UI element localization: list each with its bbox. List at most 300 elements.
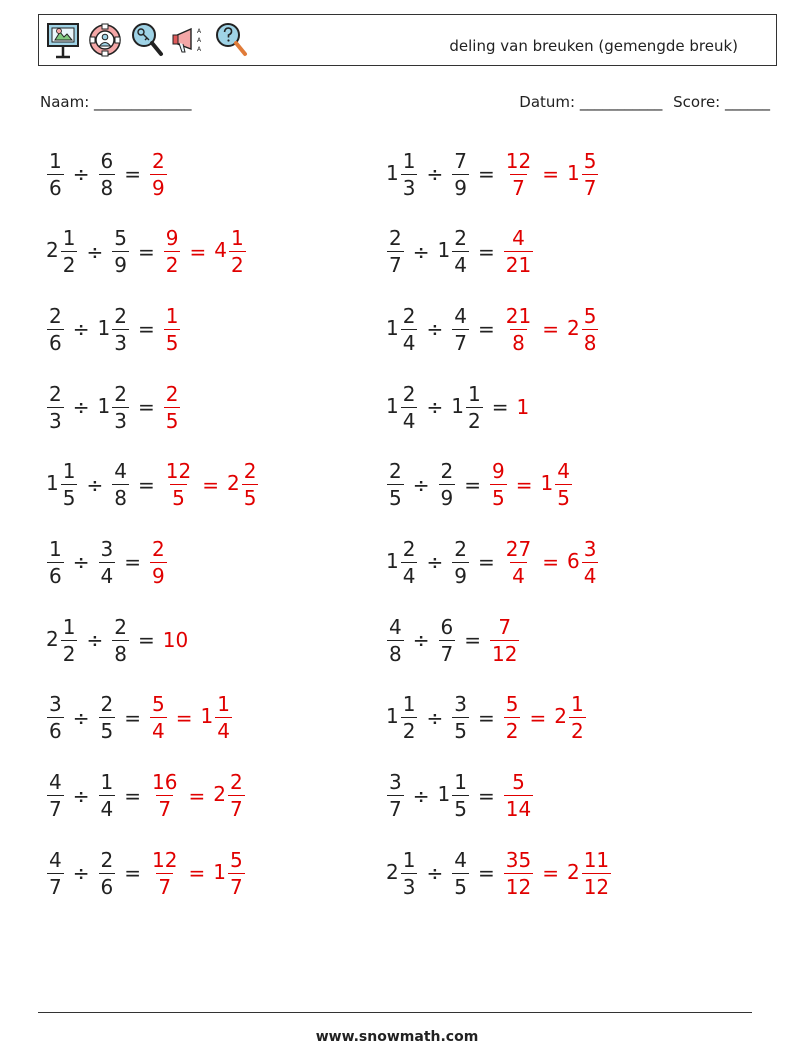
denominator: 5: [454, 797, 467, 821]
equals-sign: =: [477, 861, 495, 886]
equals-sign: =: [477, 783, 495, 808]
fraction: [439, 459, 456, 511]
divide-sign: ÷: [72, 317, 90, 342]
fraction: [228, 847, 245, 899]
whole-part: 4: [214, 238, 227, 263]
mixed-number: [438, 459, 457, 511]
fraction: [504, 536, 533, 588]
denominator: 5: [454, 874, 467, 899]
numerator: 21: [505, 303, 532, 328]
fraction: [490, 459, 507, 511]
problem-8: [386, 376, 726, 438]
answer: [163, 459, 194, 511]
numerator: 5: [229, 847, 243, 872]
mixed-number: [386, 226, 405, 278]
mixed-number: [46, 459, 78, 511]
equals-sign: =: [137, 628, 155, 653]
denominator: 9: [440, 486, 454, 511]
denominator: 12: [583, 874, 610, 899]
fraction: [401, 692, 418, 744]
numerator: 4: [49, 770, 62, 794]
svg-text:A: A: [197, 28, 202, 35]
header-icons: [45, 19, 249, 61]
fraction: [504, 847, 533, 899]
denominator: 7: [512, 175, 525, 200]
equals-sign: =: [202, 472, 219, 497]
equals-sign: =: [542, 317, 559, 342]
divide-sign: ÷: [426, 162, 444, 186]
answer: [489, 614, 520, 666]
numerator: 1: [49, 536, 62, 561]
magnifier-question-icon: [213, 19, 249, 61]
numerator: 1: [570, 692, 584, 717]
presentation-board-icon: [45, 19, 81, 61]
megaphone-icon: [171, 19, 207, 61]
answer: [200, 692, 233, 744]
divide-sign: ÷: [426, 317, 444, 342]
whole-part: 1: [386, 704, 399, 729]
denominator: 9: [454, 175, 467, 200]
problem-17: [46, 765, 386, 827]
numerator: 16: [152, 770, 178, 794]
numerator: 2: [402, 536, 416, 561]
numerator: 1: [165, 303, 179, 328]
divide-sign: ÷: [426, 550, 444, 575]
numerator: 4: [557, 459, 570, 484]
denominator: 5: [557, 486, 570, 511]
numerator: 5: [512, 770, 525, 794]
numerator: 2: [114, 381, 127, 406]
whole-part: 1: [566, 160, 580, 185]
fraction: [452, 847, 469, 899]
fraction: [490, 614, 519, 666]
whole-part: 10: [162, 628, 189, 653]
fraction: [47, 847, 64, 899]
fraction: [99, 847, 116, 899]
equals-sign: =: [464, 472, 481, 497]
fraction: [47, 536, 64, 588]
worksheet-title: deling van breuken (gemengde breuk): [449, 37, 738, 55]
denominator: 4: [402, 330, 416, 355]
denominator: 2: [570, 719, 584, 744]
numerator: 3: [454, 692, 467, 717]
numerator: 1: [217, 692, 230, 717]
fraction: [439, 614, 456, 666]
denominator: 2: [505, 719, 519, 744]
mixed-number: [451, 847, 470, 899]
fraction: [150, 847, 179, 899]
mixed-number: [46, 847, 65, 899]
divide-sign: ÷: [86, 239, 104, 264]
equals-sign: =: [542, 861, 559, 886]
denominator: 5: [243, 486, 257, 511]
mixed-number: [386, 692, 418, 744]
mixed-number: [46, 692, 65, 744]
denominator: 3: [402, 175, 416, 200]
answer: [516, 395, 530, 419]
denominator: 6: [49, 719, 62, 744]
whole-part: 2: [226, 471, 240, 496]
mixed-number: [98, 692, 117, 744]
mixed-number: [386, 148, 418, 200]
numerator: 1: [402, 148, 416, 173]
whole-part: 1: [46, 471, 59, 496]
equals-sign: =: [189, 239, 207, 264]
whole-part: 1: [386, 315, 399, 340]
problem-10: [386, 454, 726, 516]
answer: [566, 536, 599, 588]
denominator: 4: [100, 563, 114, 588]
whole-part: 1: [437, 782, 451, 806]
fraction: [47, 692, 64, 744]
problem-4: [386, 221, 726, 283]
numerator: 3: [100, 536, 114, 561]
answer: [163, 303, 182, 355]
equals-sign: =: [137, 395, 155, 420]
fraction: [164, 226, 181, 278]
numerator: 4: [454, 303, 467, 328]
divide-sign: ÷: [412, 628, 430, 653]
whole-part: 2: [386, 859, 399, 884]
divide-sign: ÷: [426, 395, 444, 420]
whole-part: 1: [540, 471, 554, 496]
answer: [213, 847, 245, 899]
fraction: [47, 772, 64, 819]
whole-part: 1: [200, 704, 214, 729]
date-score-fields: [513, 93, 770, 111]
numerator: 2: [440, 459, 454, 484]
mixed-number: [451, 381, 483, 433]
answer: [149, 536, 168, 588]
denominator: 9: [114, 253, 127, 278]
divide-sign: ÷: [86, 628, 104, 653]
whole-part: 2: [46, 626, 59, 651]
denominator: 9: [152, 563, 165, 588]
numerator: 7: [498, 614, 512, 639]
problem-6: [386, 298, 726, 360]
problem-13: [46, 609, 386, 671]
denominator: 8: [512, 330, 525, 355]
numerator: 2: [49, 381, 62, 406]
numerator: 3: [583, 536, 597, 561]
divide-sign: ÷: [426, 705, 444, 730]
fraction: [47, 303, 64, 355]
fraction: [504, 692, 521, 744]
whole-part: 2: [566, 859, 580, 884]
mixed-number: [97, 381, 130, 433]
denominator: 12: [492, 641, 518, 666]
numerator: 4: [512, 226, 525, 251]
magnifier-key-icon: [129, 19, 165, 61]
numerator: 2: [243, 459, 257, 484]
fraction: [164, 303, 181, 355]
numerator: 9: [492, 459, 505, 484]
equals-sign: =: [137, 239, 155, 264]
mixed-number: [46, 303, 65, 355]
mixed-number: [46, 381, 65, 433]
whole-part: 6: [566, 548, 580, 573]
denominator: 7: [49, 874, 62, 899]
numerator: 2: [389, 459, 402, 484]
equals-sign: =: [477, 239, 495, 264]
equals-sign: =: [491, 395, 509, 420]
answer: [503, 303, 534, 355]
denominator: 6: [49, 563, 62, 588]
numerator: 5: [114, 226, 127, 251]
mixed-number: [438, 772, 470, 819]
denominator: 2: [402, 719, 416, 744]
denominator: 6: [49, 175, 62, 200]
whole-part: 1: [386, 393, 399, 418]
equals-sign: =: [124, 162, 141, 186]
fraction: [112, 303, 129, 355]
numerator: 4: [454, 847, 467, 872]
numerator: 5: [152, 692, 165, 717]
mixed-number: [437, 226, 470, 278]
numerator: 1: [49, 148, 62, 173]
fraction: [164, 381, 181, 433]
denominator: 2: [62, 641, 76, 666]
numerator: 2: [402, 381, 416, 406]
denominator: 7: [440, 641, 454, 666]
denominator: 7: [389, 253, 402, 278]
fraction: [47, 148, 64, 200]
whole-part: 1: [386, 160, 399, 185]
answer: [503, 148, 534, 200]
denominator: 21: [505, 253, 532, 278]
answer: [540, 459, 573, 511]
denominator: 2: [62, 253, 76, 278]
denominator: 6: [49, 330, 62, 355]
fraction: [452, 226, 469, 278]
problem-16: [386, 687, 726, 749]
fraction: [150, 148, 167, 200]
answer: [503, 847, 534, 899]
fraction: [112, 381, 129, 433]
fraction: [47, 381, 64, 433]
mixed-number: [46, 772, 65, 819]
denominator: 2: [467, 408, 481, 433]
denominator: 4: [100, 797, 114, 821]
fraction: [504, 303, 533, 355]
fraction: [452, 772, 469, 819]
problem-7: [46, 376, 386, 438]
equals-sign: =: [175, 705, 193, 730]
mixed-number: [46, 148, 65, 200]
fraction: [466, 381, 483, 433]
lifebuoy-user-icon: [87, 19, 123, 61]
numerator: 2: [454, 536, 467, 561]
denominator: 8: [389, 641, 402, 666]
denominator: 7: [49, 797, 62, 821]
fraction: [452, 303, 469, 355]
whole-part: 1: [97, 315, 111, 340]
mixed-number: [386, 847, 418, 899]
problem-18: [386, 765, 726, 827]
denominator: 4: [402, 563, 416, 588]
numerator: 1: [100, 770, 114, 794]
fraction: [504, 772, 533, 819]
fraction: [504, 148, 533, 200]
answer: [149, 148, 168, 200]
equals-sign: =: [188, 783, 206, 808]
answer: [149, 692, 168, 744]
equals-sign: =: [124, 783, 141, 808]
denominator: 5: [389, 486, 402, 511]
numerator: 1: [62, 459, 76, 484]
mixed-number: [111, 614, 130, 666]
whole-part: 2: [554, 704, 567, 729]
worksheet-header: [38, 14, 777, 66]
answer: [163, 226, 182, 278]
problem-9: [46, 454, 386, 516]
whole-part: 1: [437, 238, 451, 263]
fraction: [99, 536, 116, 588]
divide-sign: ÷: [72, 783, 90, 808]
equals-sign: =: [464, 628, 481, 653]
numerator: 12: [165, 459, 192, 484]
fraction: [452, 148, 469, 200]
numerator: 2: [114, 614, 127, 639]
numerator: 2: [49, 303, 62, 328]
mixed-number: [98, 536, 117, 588]
footer-site: www.snowmath.com: [315, 1029, 479, 1045]
fraction: [387, 614, 404, 666]
answer: [214, 226, 246, 278]
denominator: 4: [402, 408, 416, 433]
denominator: 4: [512, 563, 525, 588]
numerator: 2: [152, 148, 165, 173]
problem-11: [46, 531, 386, 593]
problem-15: [46, 687, 386, 749]
svg-text:A: A: [197, 37, 202, 44]
denominator: 7: [454, 330, 467, 355]
mixed-number: [451, 148, 470, 200]
fraction: [228, 772, 245, 819]
fraction: [99, 148, 116, 200]
denominator: 8: [114, 486, 127, 511]
fraction: [242, 459, 259, 511]
denominator: 5: [62, 486, 76, 511]
answer: [554, 692, 586, 744]
numerator: 4: [114, 459, 127, 484]
fraction: [582, 536, 599, 588]
numerator: 1: [402, 847, 416, 872]
equals-sign: =: [477, 162, 495, 186]
answer: [566, 303, 599, 355]
answer: [213, 772, 245, 819]
problem-3: [46, 221, 386, 283]
equals-sign: =: [188, 861, 206, 886]
divide-sign: ÷: [72, 162, 90, 186]
score-field: Score: ______: [673, 93, 770, 111]
fraction: [61, 459, 78, 511]
mixed-number: [386, 381, 418, 433]
numerator: 6: [440, 614, 454, 639]
equals-sign: =: [477, 705, 495, 730]
fraction: [401, 536, 418, 588]
answer: [503, 226, 534, 278]
numerator: 7: [454, 148, 467, 173]
fraction: [150, 772, 179, 819]
denominator: 8: [114, 641, 127, 666]
fraction: [452, 536, 469, 588]
equals-sign: =: [124, 861, 141, 886]
denominator: 5: [165, 408, 179, 433]
numerator: 2: [454, 226, 467, 251]
numerator: 9: [165, 226, 179, 251]
mixed-number: [111, 226, 130, 278]
denominator: 8: [100, 175, 114, 200]
equals-sign: =: [477, 550, 495, 575]
problem-5: [46, 298, 386, 360]
fraction: [112, 226, 129, 278]
denominator: 3: [49, 408, 62, 433]
problem-1: [46, 143, 386, 205]
divide-sign: ÷: [72, 861, 90, 886]
fraction: [150, 536, 167, 588]
answer: [149, 772, 180, 819]
denominator: 5: [100, 719, 114, 744]
numerator: 5: [583, 148, 597, 173]
numerator: 2: [389, 226, 402, 251]
divide-sign: ÷: [86, 472, 104, 497]
numerator: 11: [583, 847, 610, 872]
answer: [503, 536, 534, 588]
equals-sign: =: [542, 162, 559, 186]
fraction: [150, 692, 167, 744]
fraction: [555, 459, 572, 511]
numerator: 2: [114, 303, 127, 328]
whole-part: 1: [451, 393, 464, 418]
numerator: 2: [165, 381, 179, 406]
fraction: [582, 148, 599, 200]
fraction: [112, 614, 129, 666]
denominator: 5: [165, 330, 179, 355]
mixed-number: [451, 536, 470, 588]
fraction: [164, 459, 193, 511]
mixed-number: [386, 536, 418, 588]
fraction: [401, 381, 418, 433]
fraction: [229, 226, 246, 278]
fraction: [401, 847, 418, 899]
denominator: 9: [454, 563, 467, 588]
divide-sign: ÷: [412, 472, 430, 497]
answer: [503, 692, 522, 744]
numerator: 2: [152, 536, 165, 561]
fraction: [61, 614, 78, 666]
fraction: [569, 692, 586, 744]
denominator: 2: [230, 253, 244, 278]
denominator: 7: [583, 175, 597, 200]
answer: [163, 628, 189, 652]
svg-text:A: A: [197, 46, 202, 53]
numerator: 1: [454, 770, 467, 794]
divide-sign: ÷: [72, 395, 90, 420]
whole-part: 2: [46, 238, 59, 263]
denominator: 6: [100, 874, 114, 899]
fraction: [401, 148, 418, 200]
denominator: 2: [165, 253, 179, 278]
numerator: 2: [229, 770, 243, 794]
problem-14: [386, 609, 726, 671]
equals-sign: =: [529, 705, 547, 730]
numerator: 6: [100, 148, 114, 173]
fraction: [582, 303, 599, 355]
fraction: [387, 772, 404, 819]
mixed-number: [46, 226, 78, 278]
numerator: 27: [505, 536, 532, 561]
